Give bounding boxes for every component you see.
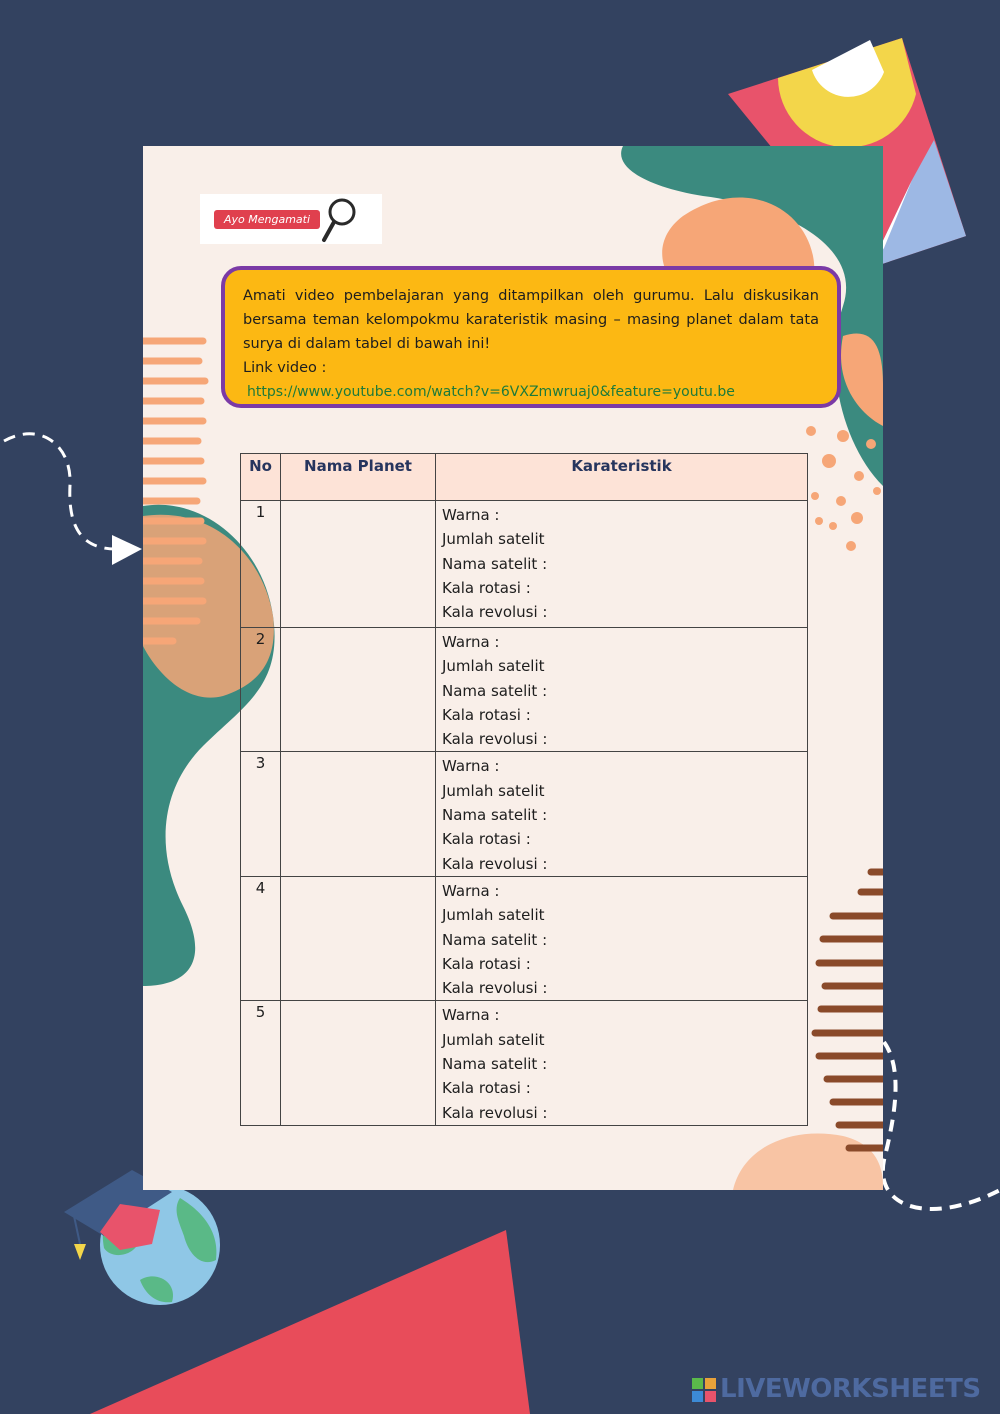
char-warna: Warna : <box>442 506 500 524</box>
video-link[interactable]: https://www.youtube.com/watch?v=6VXZmwruaj0&feature=youtu.be <box>247 384 735 400</box>
char-kala-revolusi: Kala revolusi : <box>442 730 548 749</box>
char-warna: Warna : <box>442 881 500 900</box>
characteristics-cell[interactable] <box>436 501 808 628</box>
brand-logo-icon <box>692 1378 716 1402</box>
header-nama-planet: Nama Planet <box>281 454 436 501</box>
table-row <box>241 628 808 752</box>
section-tag <box>200 194 382 244</box>
char-warna: Warna : <box>442 1006 500 1025</box>
char-warna: Warna : <box>442 633 500 651</box>
char-kala-rotasi: Kala rotasi : <box>442 1079 531 1098</box>
planet-name-cell[interactable] <box>281 876 436 1000</box>
table-row <box>241 501 808 628</box>
section-tag-label: Ayo Mengamati <box>214 210 320 229</box>
row-number: 1 <box>241 501 281 628</box>
row-number: 2 <box>241 628 281 752</box>
planet-name-cell[interactable] <box>281 752 436 876</box>
link-label: Link video : <box>243 360 327 376</box>
char-kala-revolusi: Kala revolusi : <box>442 1103 548 1122</box>
characteristics-cell[interactable] <box>436 876 808 1000</box>
char-jumlah-satelit: Jumlah satelit <box>442 781 545 800</box>
instruction-box <box>221 266 841 408</box>
brand-name: LIVEWORKSHEETS <box>720 1374 981 1404</box>
char-warna: Warna : <box>442 757 500 776</box>
worksheet-page <box>143 146 883 1190</box>
char-kala-rotasi: Kala rotasi : <box>442 954 531 973</box>
table-header-row <box>241 454 808 501</box>
char-kala-rotasi: Kala rotasi : <box>442 830 531 849</box>
row-number: 5 <box>241 1001 281 1125</box>
table-row <box>241 876 808 1000</box>
header-no: No <box>241 454 281 501</box>
char-jumlah-satelit: Jumlah satelit <box>442 530 545 549</box>
characteristics-cell[interactable] <box>436 1001 808 1125</box>
planet-table <box>240 453 808 1126</box>
char-kala-rotasi: Kala rotasi : <box>442 705 531 724</box>
planet-name-cell[interactable] <box>281 501 436 628</box>
instruction-text: Amati video pembelajaran yang ditampilkan oleh gurumu. Lalu diskusikan bersama teman kelompokmu karateristik masing – masing planet dalam tata surya di dalam tabel di bawah ini! <box>243 288 819 352</box>
char-kala-revolusi: Kala revolusi : <box>442 603 548 622</box>
char-kala-revolusi: Kala revolusi : <box>442 979 548 998</box>
char-nama-satelit: Nama satelit : <box>442 681 548 700</box>
table-row <box>241 1001 808 1125</box>
char-jumlah-satelit: Jumlah satelit <box>442 657 545 676</box>
char-nama-satelit: Nama satelit : <box>442 806 548 825</box>
char-kala-revolusi: Kala revolusi : <box>442 854 548 873</box>
characteristics-cell[interactable] <box>436 752 808 876</box>
char-jumlah-satelit: Jumlah satelit <box>442 1030 545 1049</box>
header-karateristik: Karateristik <box>436 454 808 501</box>
characteristics-cell[interactable] <box>436 628 808 752</box>
char-nama-satelit: Nama satelit : <box>442 930 548 949</box>
planet-name-cell[interactable] <box>281 1001 436 1125</box>
table-row <box>241 752 808 876</box>
planet-name-cell[interactable] <box>281 628 436 752</box>
brand-watermark <box>692 1374 981 1404</box>
magnifier-icon <box>318 196 358 244</box>
row-number: 4 <box>241 876 281 1000</box>
char-kala-rotasi: Kala rotasi : <box>442 578 531 597</box>
char-jumlah-satelit: Jumlah satelit <box>442 906 545 925</box>
dashed-arrow-left <box>0 425 150 570</box>
char-nama-satelit: Nama satelit : <box>442 554 548 573</box>
char-nama-satelit: Nama satelit : <box>442 1055 548 1074</box>
row-number: 3 <box>241 752 281 876</box>
